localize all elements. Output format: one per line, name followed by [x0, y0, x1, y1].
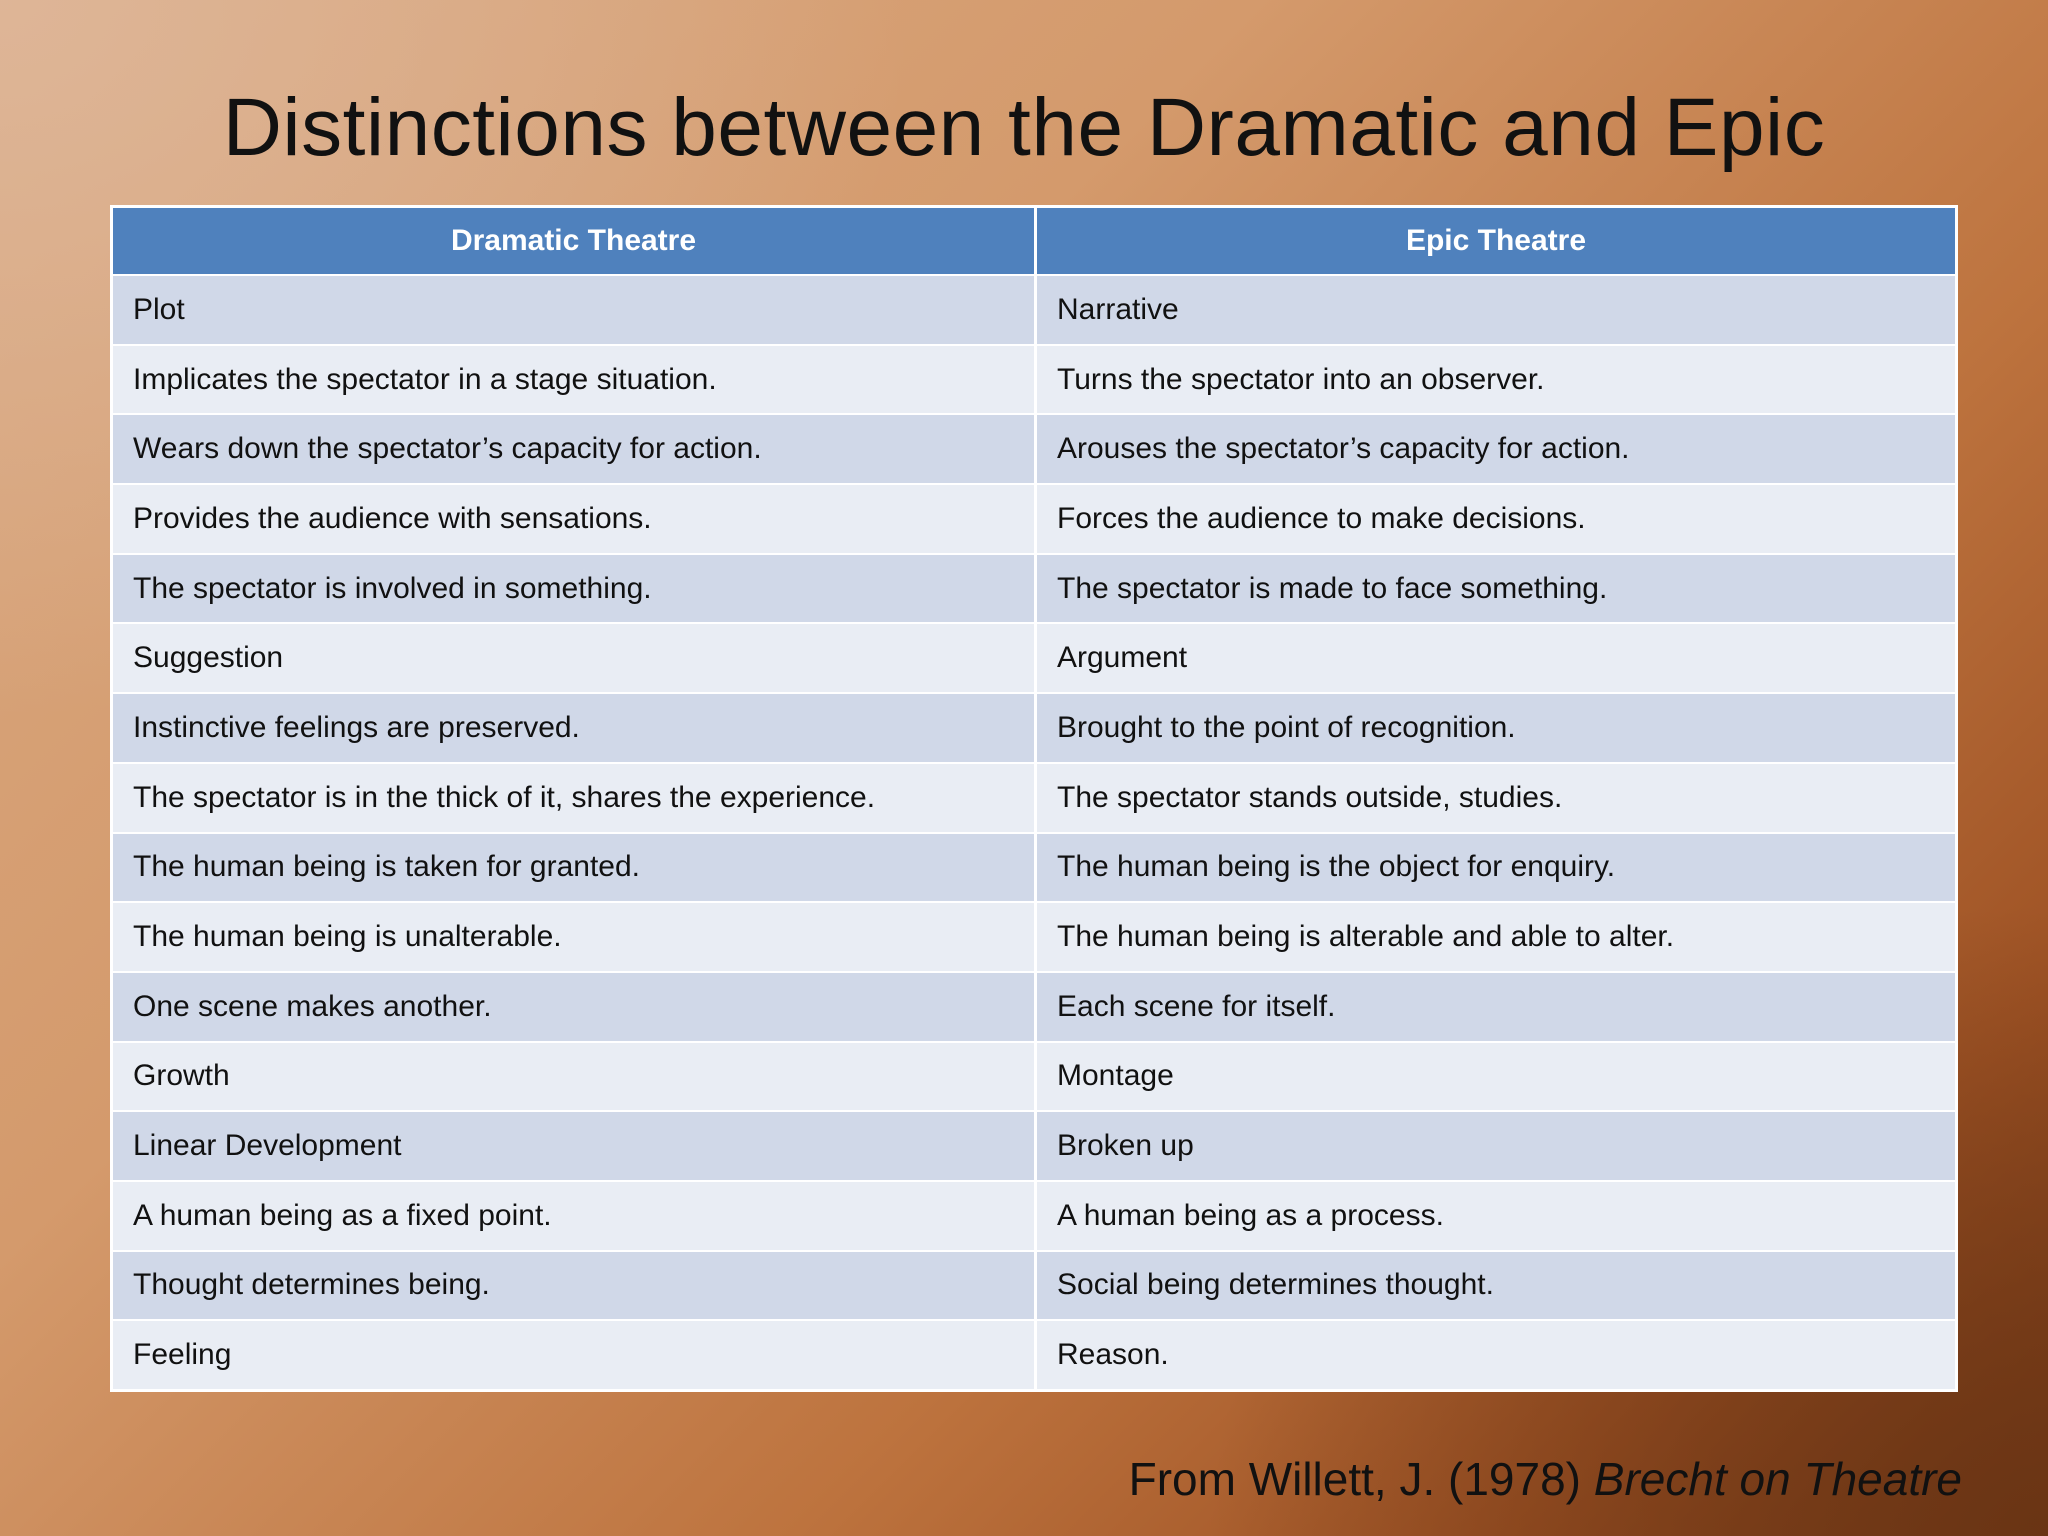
cell-dramatic: Thought determines being. [113, 1252, 1034, 1320]
cell-dramatic: Implicates the spectator in a stage situation. [113, 346, 1034, 414]
cell-epic: Brought to the point of recognition. [1034, 694, 1955, 762]
cell-epic: Forces the audience to make decisions. [1034, 485, 1955, 553]
cell-dramatic: Suggestion [113, 624, 1034, 692]
cell-epic: The spectator is made to face something. [1034, 555, 1955, 623]
table-row [113, 1110, 1955, 1180]
cell-epic: Narrative [1034, 276, 1955, 344]
cell-dramatic: The spectator is in the thick of it, shares the experience. [113, 764, 1034, 832]
table-row [113, 622, 1955, 692]
header-epic-theatre: Epic Theatre [1034, 208, 1955, 274]
table-row [113, 1250, 1955, 1320]
cell-dramatic: The human being is taken for granted. [113, 834, 1034, 902]
cell-epic: Arouses the spectator’s capacity for action. [1034, 415, 1955, 483]
cell-dramatic: The spectator is involved in something. [113, 555, 1034, 623]
comparison-table [110, 205, 1958, 1392]
cell-dramatic: Linear Development [113, 1112, 1034, 1180]
table-row [113, 274, 1955, 344]
cell-epic: The human being is the object for enquiry. [1034, 834, 1955, 902]
cell-epic: The human being is alterable and able to alter. [1034, 903, 1955, 971]
table-row [113, 832, 1955, 902]
cell-dramatic: Plot [113, 276, 1034, 344]
cell-epic: Turns the spectator into an observer. [1034, 346, 1955, 414]
cell-epic: Each scene for itself. [1034, 973, 1955, 1041]
citation-prefix: From Willett, J. (1978) [1128, 1453, 1594, 1505]
cell-epic: The spectator stands outside, studies. [1034, 764, 1955, 832]
table-row [113, 344, 1955, 414]
cell-epic: Montage [1034, 1043, 1955, 1111]
table-row [113, 692, 1955, 762]
cell-epic: Reason. [1034, 1321, 1955, 1389]
slide-title: Distinctions between the Dramatic and Epic [222, 82, 1826, 173]
table-row [113, 762, 1955, 832]
table-header-row [113, 208, 1955, 274]
table-row [113, 553, 1955, 623]
cell-epic: A human being as a process. [1034, 1182, 1955, 1250]
table-row [113, 413, 1955, 483]
cell-epic: Broken up [1034, 1112, 1955, 1180]
cell-dramatic: Instinctive feelings are preserved. [113, 694, 1034, 762]
cell-dramatic: A human being as a fixed point. [113, 1182, 1034, 1250]
cell-dramatic: The human being is unalterable. [113, 903, 1034, 971]
table-row [113, 901, 1955, 971]
citation [1129, 1452, 1962, 1506]
cell-dramatic: Wears down the spectator’s capacity for action. [113, 415, 1034, 483]
table-row [113, 1180, 1955, 1250]
cell-dramatic: Growth [113, 1043, 1034, 1111]
cell-dramatic: Provides the audience with sensations. [113, 485, 1034, 553]
cell-epic: Argument [1034, 624, 1955, 692]
cell-epic: Social being determines thought. [1034, 1252, 1955, 1320]
table-row [113, 971, 1955, 1041]
table-row [113, 1041, 1955, 1111]
header-dramatic-theatre: Dramatic Theatre [113, 208, 1034, 274]
cell-dramatic: Feeling [113, 1321, 1034, 1389]
table-row [113, 1319, 1955, 1389]
table-row [113, 483, 1955, 553]
citation-work-title: Brecht on Theatre [1593, 1453, 1962, 1505]
cell-dramatic: One scene makes another. [113, 973, 1034, 1041]
